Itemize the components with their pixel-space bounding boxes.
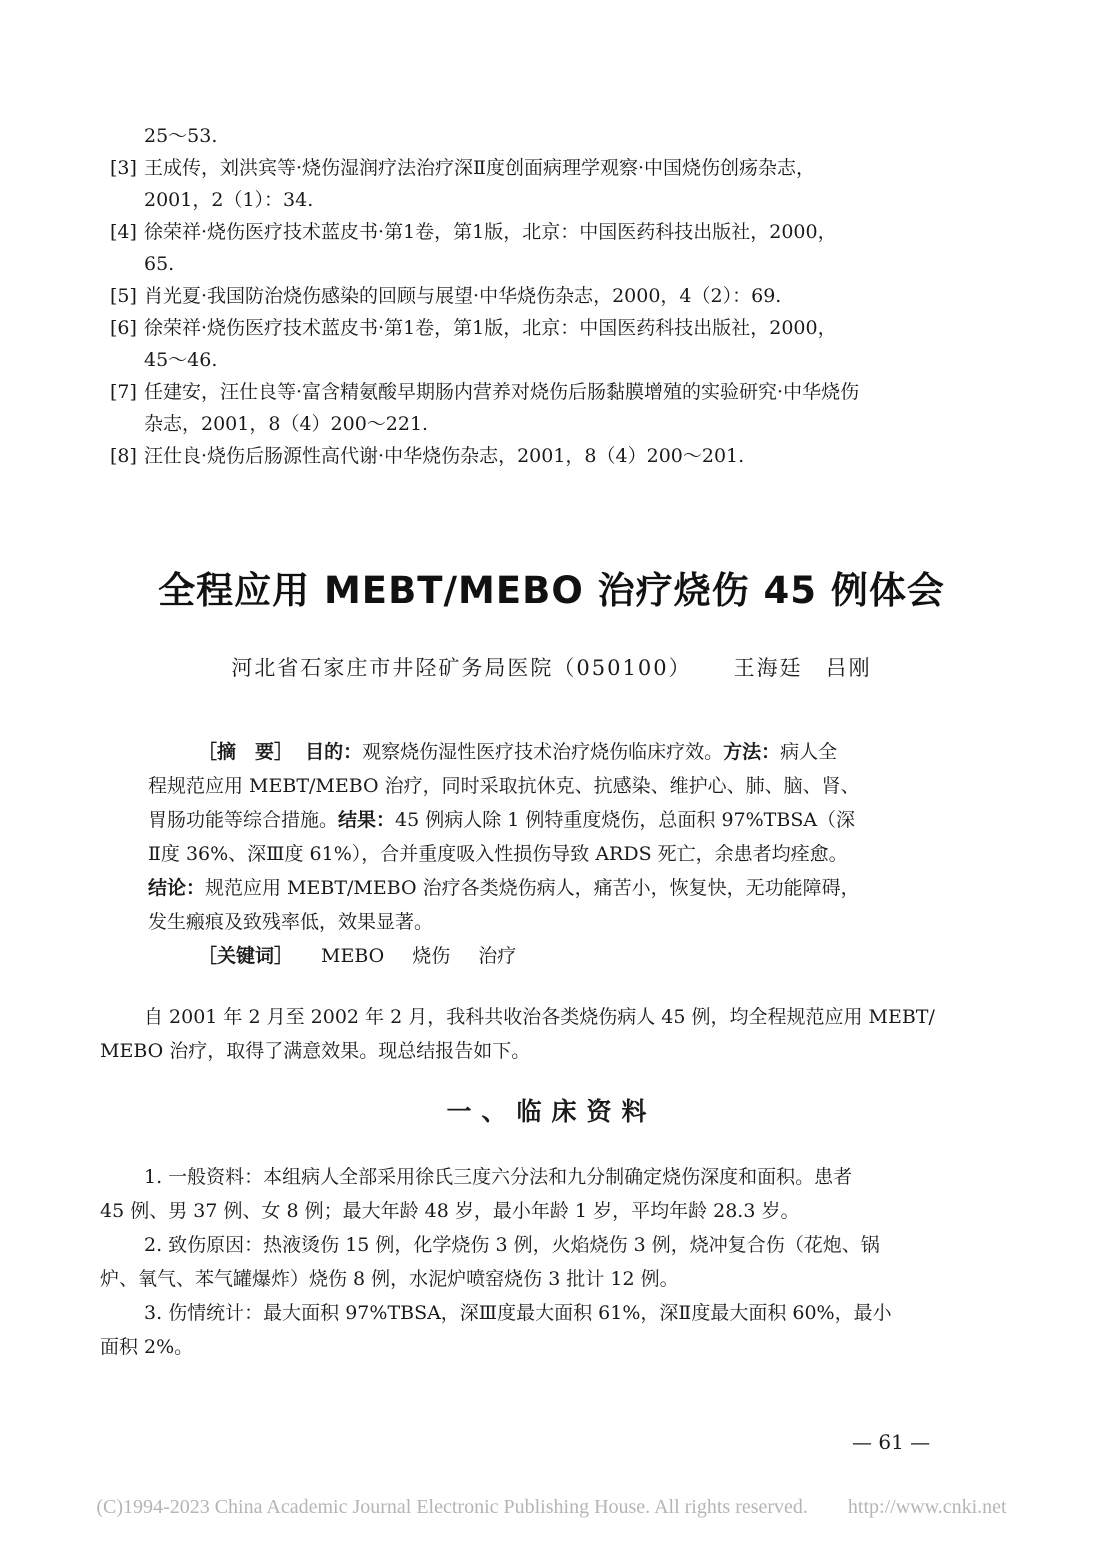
reference-number: [5] bbox=[110, 285, 137, 307]
method-text: 病人全 bbox=[780, 741, 838, 763]
paragraph-line: 1. 一般资料：本组病人全部采用徐氏三度六分法和九分制确定烧伤深度和面积。患者 bbox=[144, 1166, 853, 1188]
abstract-label: ［摘 要］ bbox=[198, 741, 294, 763]
purpose-label: 目的： bbox=[305, 741, 363, 763]
author-affiliation-line bbox=[0, 652, 1103, 682]
abstract-line: 发生瘢痕及致残率低，效果显著。 bbox=[148, 911, 434, 933]
keyword: 治疗 bbox=[478, 945, 517, 967]
reference-text: 王成传，刘洪宾等·烧伤湿润疗法治疗深Ⅱ度创面病理学观察·中国烧伤创疡杂志， bbox=[144, 157, 815, 179]
reference-number: [8] bbox=[110, 445, 137, 467]
paragraph-line: 3. 伤情统计：最大面积 97%TBSA，深Ⅲ度最大面积 61%，深Ⅱ度最大面积 60%，最小 bbox=[144, 1302, 892, 1324]
abstract-text: 胃肠功能等综合措施。 bbox=[148, 809, 339, 831]
reference-text: 45～46. bbox=[144, 349, 218, 371]
reference-text: 汪仕良·烧伤后肠源性高代谢·中华烧伤杂志，2001，8（4）200～201. bbox=[144, 445, 745, 467]
reference-text: 杂志，2001，8（4）200～221. bbox=[144, 413, 429, 435]
paragraph bbox=[100, 1296, 990, 1364]
reference-item bbox=[110, 280, 990, 312]
keyword: 烧伤 bbox=[412, 945, 451, 967]
abstract bbox=[148, 735, 943, 973]
reference-number: [3] bbox=[110, 157, 137, 179]
reference-text: 肖光夏·我国防治烧伤感染的回顾与展望·中华烧伤杂志，2000，4（2）：69. bbox=[144, 285, 782, 307]
paragraph bbox=[100, 1228, 990, 1296]
method-label: 方法： bbox=[723, 741, 781, 763]
result-text: 45 例病人除 1 例特重度烧伤，总面积 97%TBSA（深 bbox=[395, 809, 856, 831]
paragraph-line: 45 例、男 37 例、女 8 例；最大年龄 48 岁，最小年龄 1 岁，平均年龄 28.3 岁。 bbox=[100, 1200, 800, 1222]
reference-item bbox=[110, 376, 990, 440]
reference-text: 任建安，汪仕良等·富含精氨酸早期肠内营养对烧伤后肠黏膜增殖的实验研究·中华烧伤 bbox=[144, 381, 860, 403]
section-heading: 一、临床资料 bbox=[446, 1097, 657, 1126]
reference-item bbox=[110, 152, 990, 216]
paragraph-line: 2. 致伤原因：热液烫伤 15 例，化学烧伤 3 例，火焰烧伤 3 例，烧冲复合伤（花炮、锅 bbox=[144, 1234, 880, 1256]
page-number: — 61 — bbox=[852, 1430, 931, 1454]
reference-text: 65. bbox=[144, 253, 175, 275]
affiliation: 河北省石家庄市井陉矿务局医院（050100） bbox=[231, 656, 692, 680]
purpose-text: 观察烧伤湿性医疗技术治疗烧伤临床疗效。 bbox=[362, 741, 724, 763]
reference-list bbox=[110, 120, 990, 472]
article-title: 全程应用 MEBT/MEBO 治疗烧伤 45 例体会 bbox=[158, 569, 945, 612]
reference-continuation: 25～53. bbox=[144, 125, 218, 147]
reference-text: 2001，2（1）：34. bbox=[144, 189, 314, 211]
reference-text: 徐荣祥·烧伤医疗技术蓝皮书·第1卷，第1版，北京：中国医药科技出版社，2000， bbox=[144, 317, 837, 339]
keywords bbox=[148, 939, 943, 973]
copyright-footer: (C)1994-2023 China Academic Journal Electronic Publishing House. All rights reserved. http://www.cnki.net bbox=[96, 1496, 1007, 1518]
clinical-data-section bbox=[100, 1160, 990, 1364]
abstract-line: 程规范应用 MEBT/MEBO 治疗，同时采取抗休克、抗感染、维护心、肺、脑、肾、 bbox=[148, 775, 860, 797]
reference-item bbox=[110, 312, 990, 376]
intro-paragraph bbox=[100, 1000, 990, 1068]
reference-item bbox=[110, 440, 990, 472]
abstract-line: Ⅱ度 36%、深Ⅲ度 61%），合并重度吸入性损伤导致 ARDS 死亡，余患者均痊愈。 bbox=[148, 843, 848, 865]
paragraph-line: 炉、氧气、苯气罐爆炸）烧伤 8 例，水泥炉喷窑烧伤 3 批计 12 例。 bbox=[100, 1268, 679, 1290]
reference-text: 徐荣祥·烧伤医疗技术蓝皮书·第1卷，第1版，北京：中国医药科技出版社，2000， bbox=[144, 221, 837, 243]
conclusion-text: 规范应用 MEBT/MEBO 治疗各类烧伤病人，痛苦小，恢复快，无功能障碍， bbox=[205, 877, 860, 899]
reference-number: [4] bbox=[110, 221, 137, 243]
paragraph bbox=[100, 1160, 990, 1228]
authors: 王海廷 吕刚 bbox=[733, 656, 872, 680]
paragraph-line: 面积 2%。 bbox=[100, 1336, 194, 1358]
keyword: MEBO bbox=[321, 945, 385, 967]
keywords-label: ［关键词］ bbox=[198, 945, 294, 967]
conclusion-label: 结论： bbox=[148, 877, 206, 899]
paragraph-line: MEBO 治疗，取得了满意效果。现总结报告如下。 bbox=[100, 1040, 531, 1062]
reference-number: [6] bbox=[110, 317, 137, 339]
result-label: 结果： bbox=[338, 809, 396, 831]
reference-number: [7] bbox=[110, 381, 137, 403]
reference-item bbox=[110, 216, 990, 280]
paragraph-line: 自 2001 年 2 月至 2002 年 2 月，我科共收治各类烧伤病人 45 例，均全程规范应用 MEBT/ bbox=[144, 1006, 935, 1028]
